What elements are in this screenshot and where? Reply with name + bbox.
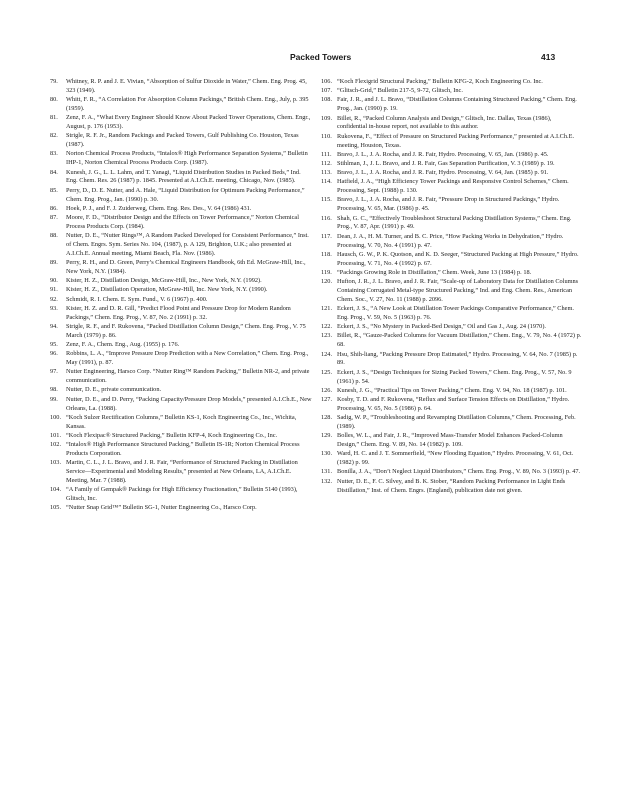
- reference-text: Kunesh, J. G., “Practical Tips on Tower Packing,” Chem. Eng. V. 94, No. 18 (1987) p. 101.: [337, 386, 567, 394]
- reference-text: Hausch, G. W., P. K. Quotson, and K. D. Seeger, “Structured Packing at High Pressure,” Hydro. Processing, V. 71, No. 4 (1992) p. 67.: [337, 250, 579, 267]
- reference-text: Zenz, F. A., Chem. Eng., Aug. (1955) p. 176.: [66, 341, 180, 349]
- reference-text: “Glitsch-Grid,” Bulletin 217-5, 9-72, Glitsch, Inc.: [337, 87, 463, 95]
- reference-text: Schmidt, R. I. Chem. E. Sym. Fund., V. 6 (1967) p. 400.: [66, 295, 208, 303]
- reference-text: “A Family of Gempak® Packings for High Efficiency Fractionation,” Bulletin 5140 (1993), Glitsch, Inc.: [66, 486, 298, 503]
- reference-text: Kister, H. Z., Distillation Design, McGraw-Hill, Inc., New York, N.Y. (1992).: [66, 277, 262, 285]
- reference-number: 132.: [321, 477, 333, 485]
- reference-text: Bravo, J. L., J. A. Rocha, and J. R. Fair, Hydro. Processing, V. 64, Jan. (1985) p. 91.: [337, 169, 549, 177]
- reference-entry: [50, 441, 312, 459]
- reference-entry: [50, 350, 312, 368]
- reference-entry: [321, 96, 583, 114]
- reference-text: Whitt, F. R., “A Correlation For Absorption Column Packings,” British Chem. Eng., July, p. 395 (1959).: [66, 96, 309, 113]
- reference-entry: [321, 323, 583, 332]
- reference-text: Sadig, W. P., “Troubleshooting and Revamping Distillation Columns,” Chem. Processing, Feb. (1989).: [337, 414, 576, 430]
- reference-entry: [321, 178, 583, 196]
- reference-entry: [321, 414, 583, 432]
- reference-text: Zenz, F. A., “What Every Engineer Should Know About Packed Tower Operations, Chem. Engr., August, p. 176 (1953).: [66, 114, 311, 131]
- reference-number: 131.: [321, 468, 333, 476]
- reference-entry: [50, 259, 312, 277]
- reference-number: 98.: [50, 386, 58, 394]
- reference-number: 95.: [50, 341, 58, 349]
- reference-text: Kister, H. Z., Distillation Operation, McGraw-Hill, Inc. New York, N.Y. (1990).: [66, 286, 268, 294]
- reference-number: 116.: [321, 214, 332, 222]
- reference-number: 113.: [321, 169, 332, 177]
- reference-number: 114.: [321, 178, 332, 186]
- reference-number: 115.: [321, 196, 332, 204]
- reference-entry: [321, 396, 583, 414]
- reference-text: Dean, J. A., H. M. Turner, and B. C. Price, “How Packing Works in Dehydration,” Hydro. Processing, V. 70, No. 4 (1991) p. 47.: [337, 232, 564, 249]
- reference-text: “Packings Growing Role in Distillation,” Chem. Week, June 13 (1984) p. 18.: [337, 268, 532, 276]
- reference-text: Ward, H. C. and J. T. Sommerfield, “New Flooding Equation,” Hydro. Processing, V. 61, Oct. (1982) p. 99.: [337, 450, 574, 467]
- reference-number: 106.: [321, 78, 333, 85]
- reference-text: Rukovena, F., “Effect of Pressure on Structured Packing Performance,” presented at A.I.Ch.E. meeting, Houston, Texas.: [337, 132, 575, 149]
- reference-text: “Intalox® High Performance Structured Packing,” Bulletin IS-1R; Norton Chemical Process Products Corporation.: [66, 441, 300, 457]
- reference-entry: [321, 78, 583, 87]
- reference-entry: [321, 351, 583, 369]
- reference-number: 97.: [50, 368, 58, 376]
- reference-text: Nutter, D. E., “Nutter Rings™, A Random Packed Developed for Consistent Performance,” Inst. of Chem. Engrs. Sym. Series No. 104, (1987), p. A 129, Brighton, U.K.; also presented at A.I.Ch.E. Annual meeting, Miami Beach, Fla. Nov. (1986).: [66, 232, 309, 257]
- reference-number: 89.: [50, 259, 58, 267]
- reference-entry: [50, 486, 312, 504]
- reference-text: Stihlman, J., J. L. Bravo, and J. R. Fair, Gas Separation Purification, V. 3 (1989) p. 19.: [337, 159, 555, 167]
- reference-entry: [50, 169, 312, 187]
- reference-entry: [50, 305, 312, 323]
- reference-text: Robbins, L. A., “Improve Pressure Drop Prediction with a New Correlation,” Chem. Eng. Prog., May (1991), p. 87.: [66, 350, 309, 367]
- reference-entry: [321, 160, 583, 169]
- reference-text: Martin, C. L., J. L. Bravo, and J. R. Fair, “Performance of Structured Packing in Distillation Service—Experimental and Modeling Results,” presented at New Orleans, LA, A.I.Ch.E. Meeting, Mar. 7 (1988).: [66, 459, 298, 484]
- reference-text: Eckert, J. S., “Design Techniques for Sizing Packed Towers,” Chem. Eng. Prog., V. 57, No. 9 (1961) p. 54.: [337, 368, 572, 385]
- reference-entry: [50, 396, 312, 414]
- reference-number: 87.: [50, 213, 58, 221]
- reference-number: 84.: [50, 168, 58, 176]
- reference-text: Hufton, J. R., J. L. Bravo, and J. R. Fair, “Scale-up of Laboratory Data for Distillation Columns Containing Corrugated Metal-type Structured Packing,” Ind. and Eng. Chem. Res., American Chem. Soc., V. 27, No. 11 (1988) p. 2096.: [337, 278, 579, 303]
- reference-text: “Koch Flexipac® Structured Packing,” Bulletin KFP-4, Koch Engineering Co., Inc.: [66, 431, 278, 439]
- reference-number: 94.: [50, 322, 58, 330]
- reference-text: Nutter, D. E., and D. Perry, “Packing Capacity/Pressure Drop Models,” presented A.I.Ch.E., New Orleans, La. (1988).: [66, 395, 312, 412]
- reference-text: “Koch Flexigrid Structural Packing,” Bulletin KFG-2, Koch Engineering Co. Inc.: [337, 78, 543, 85]
- reference-number: 93.: [50, 304, 58, 312]
- reference-text: Perry, D., D. E. Nutter, and A. Hale, “Liquid Distribution for Optimum Packing Performance,” Chem. Eng. Prog., Jan. (1990) p. 30.: [66, 186, 305, 203]
- reference-entry: [321, 215, 583, 233]
- reference-number: 119.: [321, 268, 332, 276]
- reference-entry: [321, 450, 583, 468]
- reference-entry: [50, 232, 312, 259]
- reference-text: Eckert, J. S., “No Mystery in Packed-Bed Design,” Oil and Gas J., Aug. 24 (1970).: [337, 323, 546, 331]
- reference-entry: [50, 187, 312, 205]
- reference-entry: [321, 151, 583, 160]
- references-column-right: [321, 78, 583, 496]
- reference-entry: [50, 504, 312, 513]
- reference-text: Bravo, J. L., J. A. Rocha, and J. R. Fair, Hydro. Processing, V. 65, Jan. (1986) p. 45.: [337, 150, 549, 158]
- reference-text: Hatfield, J. A., “High Efficiency Tower Packings and Responsive Control Schemes,” Chem. Processing, Sept. (1988) p. 130.: [337, 178, 569, 195]
- reference-number: 100.: [50, 413, 62, 421]
- reference-text: Fair, J. R., and J. L. Bravo, “Distillation Columns Containing Structured Packing,” Chem. Eng. Prog., Jan. (1990) p. 19.: [337, 96, 577, 113]
- reference-text: Shah, G. C., “Effectively Troubleshoot Structural Packing Distillation Systems,” Chem. Eng. Prog., V. 87, Apr. (1991) p. 49.: [337, 214, 572, 231]
- reference-entry: [50, 205, 312, 214]
- reference-number: 81.: [50, 114, 58, 122]
- reference-number: 122.: [321, 323, 333, 331]
- reference-entry: [50, 296, 312, 305]
- reference-number: 105.: [50, 504, 62, 512]
- reference-number: 109.: [321, 114, 333, 122]
- reference-text: Eckert, J. S., “A New Look at Distillation Tower Packings Comparative Performance,” Chem. Eng. Prog., V. 59, No. 5 (1963) p. 76.: [337, 305, 574, 322]
- reference-text: Billet, R., “Packed Column Analysis and Design,” Glitsch, Inc. Dallas, Texas (1986), confidential in-house report, not available to this author.: [337, 114, 552, 131]
- reference-entry: [50, 132, 312, 150]
- reference-number: 121.: [321, 305, 333, 313]
- reference-entry: [321, 278, 583, 305]
- reference-entry: [50, 286, 312, 295]
- reference-number: 111.: [321, 150, 332, 158]
- reference-text: Kosby, T. D. and F. Rukovena, “Reflux and Surface Tension Effects on Distillation,” Hydro. Processing, V. 65, No. 5 (1986) p. 64.: [337, 395, 570, 412]
- reference-text: Hoek, P. J., and F. J. Zuiderweg, Chem. Eng. Res. Des., V. 64 (1986) 431.: [66, 204, 252, 212]
- reference-entry: [321, 269, 583, 278]
- reference-number: 128.: [321, 414, 333, 422]
- reference-text: Nutter Engineering, Harsco Corp. “Nutter Ring™ Random Packing,” Bulletin NR-2, and private communication.: [66, 368, 310, 385]
- reference-number: 88.: [50, 232, 58, 240]
- reference-number: 82.: [50, 132, 58, 140]
- reference-entry: [321, 432, 583, 450]
- reference-number: 96.: [50, 350, 58, 358]
- reference-number: 80.: [50, 96, 58, 104]
- reference-number: 112.: [321, 159, 332, 167]
- reference-entry: [321, 478, 583, 496]
- reference-number: 120.: [321, 278, 333, 286]
- reference-entry: [321, 305, 583, 323]
- reference-entry: [50, 78, 312, 96]
- reference-number: 129.: [321, 432, 333, 440]
- reference-text: Nutter, D. E., private communication.: [66, 386, 162, 394]
- reference-number: 85.: [50, 186, 58, 194]
- reference-entry: [321, 133, 583, 151]
- reference-entry: [50, 214, 312, 232]
- reference-number: 99.: [50, 395, 58, 403]
- reference-text: Kister, H. Z. and D. R. Gill, “Predict Flood Point and Pressure Drop for Modern Random Packings,” Chem. Eng. Prog., V. 87, No. 2 (1991) p. 32.: [66, 304, 291, 321]
- reference-entry: [50, 96, 312, 114]
- reference-number: 104.: [50, 486, 62, 494]
- page-header: [0, 52, 621, 66]
- reference-entry: [321, 369, 583, 387]
- reference-entry: [321, 169, 583, 178]
- reference-number: 86.: [50, 204, 58, 212]
- reference-entry: [50, 114, 312, 132]
- reference-text: Billet, R., “Gauze-Packed Columns for Vacuum Distillation,” Chem. Eng., V. 79, No. 4 (1972) p. 68.: [337, 332, 582, 349]
- reference-entry: [321, 387, 583, 396]
- reference-text: Bonilla, J. A., “Don’t Neglect Liquid Distributors,” Chem. Eng. Prog., V. 89, No. 3 (1993) p. 47.: [337, 468, 581, 476]
- reference-entry: [50, 459, 312, 486]
- reference-text: Bolles, W. L., and Fair, J. R., “Improved Mass-Transfer Model Enhances Packed-Column Design,” Chem. Eng. V. 89, No. 14 (1982) p. 109.: [337, 432, 563, 449]
- reference-number: 108.: [321, 96, 333, 104]
- reference-number: 127.: [321, 395, 333, 403]
- reference-number: 79.: [50, 78, 58, 85]
- reference-number: 125.: [321, 368, 333, 376]
- reference-entry: [321, 233, 583, 251]
- reference-entry: [321, 251, 583, 269]
- running-title: Packed Towers: [290, 52, 352, 62]
- reference-number: 90.: [50, 277, 58, 285]
- reference-entry: [50, 277, 312, 286]
- reference-entry: [321, 87, 583, 96]
- reference-text: Nutter, D. E., F. C. Silvey, and B. K. Stober, “Random Packing Performance in Light Ends Distillation,” Inst. of Chem. Engrs. (England), publication date not given.: [337, 477, 566, 494]
- reference-number: 110.: [321, 132, 332, 140]
- reference-text: Hsu, Shih-liang, “Packing Pressure Drop Estimated,” Hydro. Processing, V. 64, No. 7 (1985) p. 89.: [337, 350, 578, 367]
- reference-text: Whitney, R. P. and J. E. Vivian, “Absorption of Sulfur Dioxide in Water,” Chem. Eng. Prog. 45, 323 (1949).: [66, 78, 307, 94]
- reference-number: 124.: [321, 350, 333, 358]
- reference-entry: [50, 386, 312, 395]
- reference-text: Perry, R. H., and D. Green, Perry’s Chemical Engineers Handbook, 6th Ed. McGraw-Hill, Inc., New York, N.Y. (1984).: [66, 259, 306, 275]
- page-number: 413: [541, 52, 556, 62]
- reference-entry: [321, 332, 583, 350]
- reference-number: 92.: [50, 295, 58, 303]
- reference-text: Kunesh, J. G., L. L. Lahm, and T. Yanagi, “Liquid Distribution Studies in Packed Beds,” Ind. Eng. Chem. Res. 26 (1987) p. 1845. Presented at A.I.Ch.E. meeting, Chicago, Nov. (1985).: [66, 168, 301, 185]
- reference-text: “Koch Sulzer Rectification Columns,” Bulletin KS-1, Koch Engineering Co., Inc., Wichita, Kansas.: [66, 413, 297, 430]
- reference-number: 130.: [321, 450, 333, 458]
- reference-entry: [321, 196, 583, 214]
- reference-entry: [50, 432, 312, 441]
- reference-text: Moore, F. D., “Distributor Design and the Effects on Tower Performance,” Norton Chemical Process Products Corp. (1984).: [66, 213, 299, 230]
- reference-entry: [50, 341, 312, 350]
- reference-entry: [321, 468, 583, 477]
- reference-number: 91.: [50, 286, 58, 294]
- reference-text: “Nutter Snap Grid™” Bulletin SG-1, Nutter Engineering Co., Harsco Corp.: [66, 504, 257, 512]
- reference-number: 101.: [50, 431, 62, 439]
- reference-entry: [50, 150, 312, 168]
- reference-number: 83.: [50, 150, 58, 158]
- reference-number: 102.: [50, 441, 62, 449]
- reference-number: 103.: [50, 459, 62, 467]
- references-column-left: [50, 78, 312, 514]
- reference-number: 126.: [321, 386, 333, 394]
- reference-entry: [50, 414, 312, 432]
- reference-text: Bravo, J. L., J. A. Rocha, and J. R. Fair, “Pressure Drop in Structured Packings,” Hydro. Processing, V. 65, Mar. (1986) p. 45.: [337, 196, 560, 213]
- reference-number: 117.: [321, 232, 332, 240]
- reference-entry: [50, 323, 312, 341]
- reference-number: 107.: [321, 87, 333, 95]
- reference-text: Strigle, R. F. Jr., Random Packings and Packed Towers, Gulf Publishing Co. Houston, Texas (1987).: [66, 132, 299, 149]
- reference-text: Norton Chemical Process Products, “Intalox® High Performance Separation Systems,” Bulletin IHP-1, Norton Chemical Process Products Corp. (1987).: [66, 150, 308, 167]
- reference-text: Strigle, R. F., and F. Rukovena, “Packed Distillation Column Design,” Chem. Eng. Prog., V. 75 March (1979) p. 86.: [66, 322, 306, 339]
- reference-number: 123.: [321, 332, 333, 340]
- reference-entry: [321, 115, 583, 133]
- reference-number: 118.: [321, 250, 332, 258]
- reference-entry: [50, 368, 312, 386]
